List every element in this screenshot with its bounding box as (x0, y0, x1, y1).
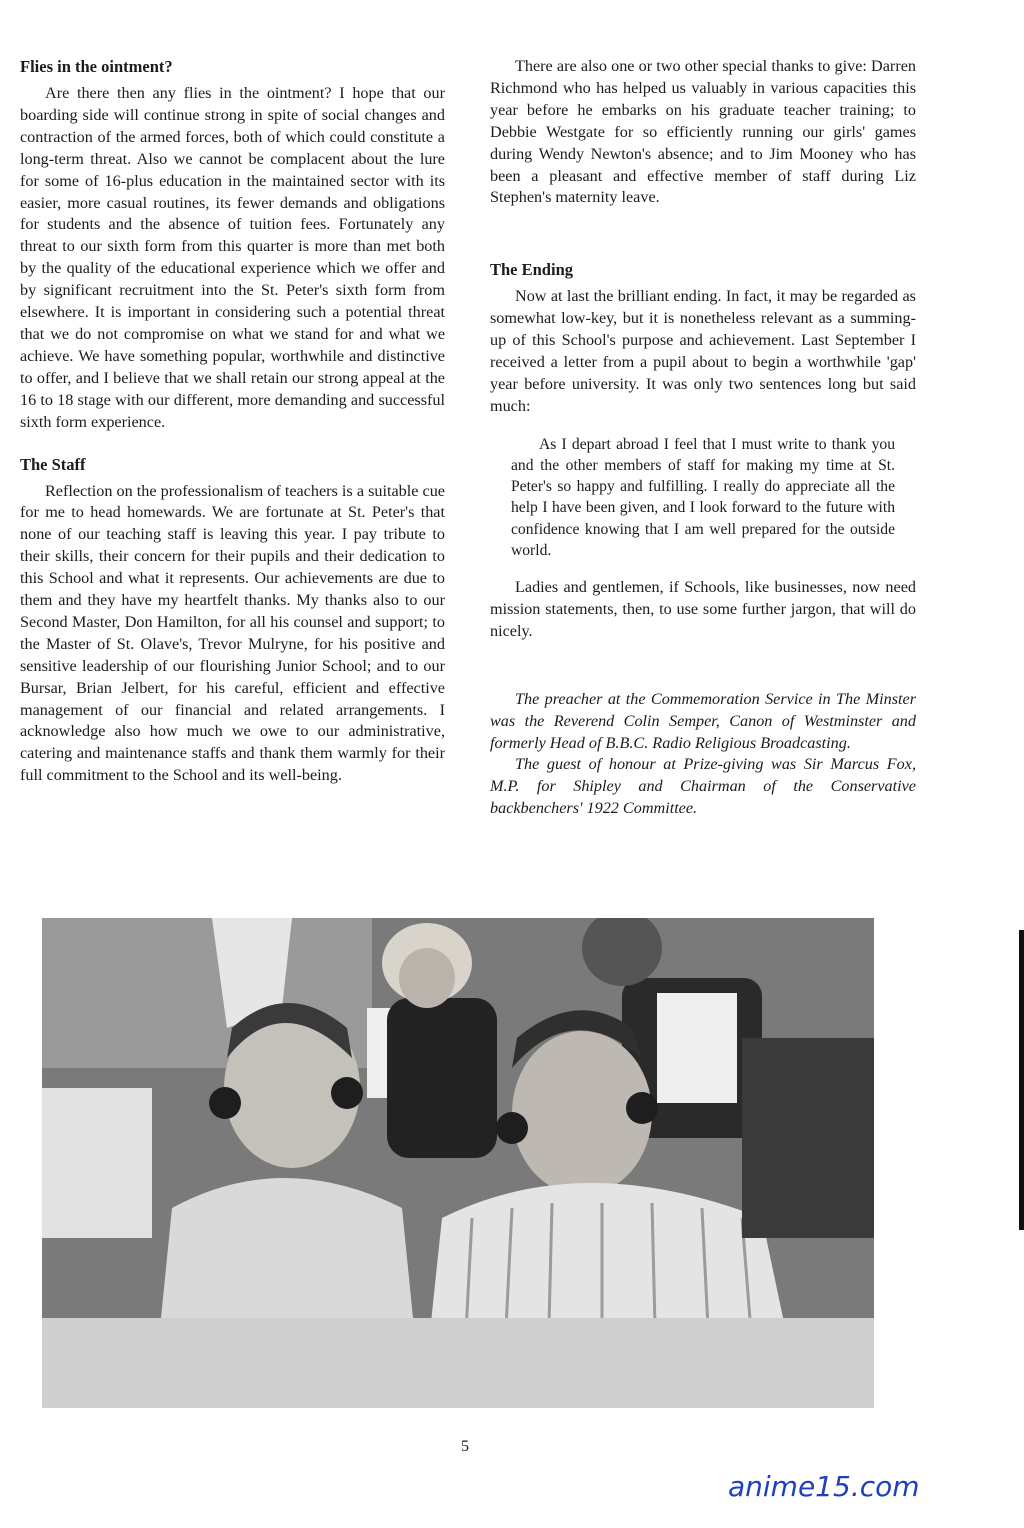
section-heading-ending: The Ending (490, 260, 573, 280)
section-heading-flies: Flies in the ointment? (20, 57, 173, 76)
paragraph-thanks: There are also one or two other special thanks to give: Darren Richmond who has helped us valuably in various capacities this year before he embarks on his graduate teacher training; to Debbie Westgate for so efficiently running our girls' games during Wendy Newton's absence; and to Jim Mooney who has been a pleasant and effective member of staff during Liz Stephen's maternity leave. (490, 57, 916, 207)
scan-edge-mark (1019, 930, 1024, 1230)
right-column (490, 56, 916, 820)
paragraph-ending: Now at last the brilliant ending. In fact, it may be regarded as somewhat low-key, but it is nonetheless relevant as a summing-up of this School's purpose and achievement. Last September I received a letter from a pupil about to begin a worthwhile 'gap' year before university. It was only two sentences long but said much: (490, 287, 916, 415)
left-column (20, 56, 445, 787)
paragraph-staff: Reflection on the professionalism of teachers is a suitable cue for me to head homewards. We are fortunate at St. Peter's that none of our teaching staff is leaving this year. I pay tribute to their skills, their concern for their pupils and their dedication to this School and what it represents. Our achievements are due to them and they have my heartfelt thanks. My thanks also to our Second Master, Don Hamilton, for all his counsel and support; to the Master of St. Olave's, Trevor Mulryne, for his positive and sensitive leadership of our flourishing Junior School; and to our Bursar, Brian Jelbert, for his careful, efficient and effective management of our financial and related arrangements. I acknowledge also how much we owe to our administrative, catering and maintenance staffs and thank them warmly for their full commitment to the School and its well-being. (20, 481, 445, 785)
page-number: 5 (461, 1438, 469, 1455)
paragraph-closing: Ladies and gentlemen, if Schools, like businesses, now need mission statements, then, to use some further jargon, that will do nicely. (490, 578, 916, 640)
event-caption (490, 689, 916, 820)
airplane-passengers-photo (42, 918, 874, 1408)
watermark: anime15.com (728, 1470, 920, 1503)
section-heading-staff: The Staff (20, 454, 86, 474)
caption-preacher: The preacher at the Commemoration Service in The Minster was the Reverend Colin Semper, Canon of Westminster and formerly Head of B.B.C. Radio Religious Broadcasting. (490, 689, 916, 752)
caption-guest: The guest of honour at Prize-giving was Sir Marcus Fox, M.P. for Shipley and Chairman of the Conservative backbenchers' 1922 Committee. (490, 755, 916, 818)
paragraph-flies: Are there then any flies in the ointment? I hope that our boarding side will continue strong in spite of social changes and contraction of the armed forces, both of which could constitute a long-term threat. Also we cannot be complacent about the lure for some of 16-plus education in the maintained sector with its easier, more casual routines, its fewer demands and obligations for students and the absence of tuition fees. Fortunately any threat to our sixth form from this quarter is more than met both by the quality of the educational experience which we offer and by significant recruitment into the St. Peter's sixth form from elsewhere. It is important in considering such a potential threat that we do not compromise on what we stand for and what we achieve. We have something popular, worthwhile and distinctive to offer, and I believe that we shall retain our strong appeal at the 16 to 18 stage with our different, more demanding and successful sixth form experience. (20, 84, 445, 431)
pupil-letter-quote: As I depart abroad I feel that I must write to thank you and the other members of staff for making my time at St. Peter's so happy and fulfilling. I really do appreciate all the help I have been given, and I look forward to the future with confidence knowing that I am well prepared for the outside world. (511, 435, 895, 559)
